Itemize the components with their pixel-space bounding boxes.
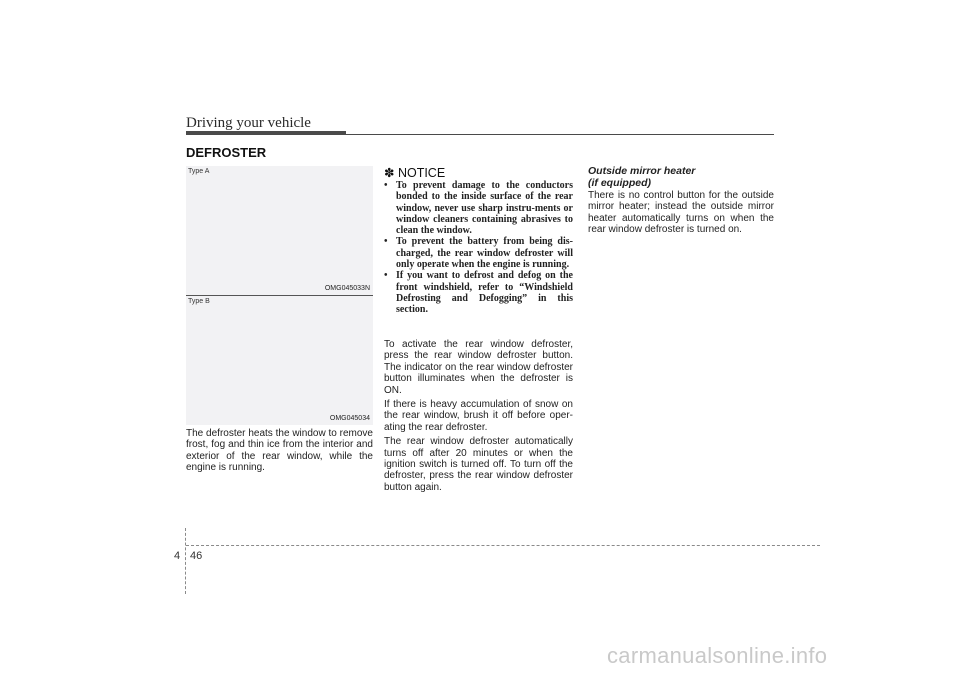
figure-type-a-code: OMG045033N (324, 285, 370, 292)
figure-type-a (186, 166, 373, 295)
bullet-icon: • (384, 180, 388, 191)
bullet-icon: • (384, 270, 388, 282)
header-accent-bar (186, 131, 346, 135)
notice-item (384, 236, 573, 270)
mirror-heater-title-line1: Outside mirror heater (588, 165, 696, 177)
instruction-paragraph: If there is heavy accumulation of snow on the rear window, brush it off before oper-ating the rear defroster. (384, 399, 573, 433)
notice-item (384, 270, 573, 315)
intro-paragraph: The defroster heats the window to remove frost, fog and thin ice from the interior and exterior of the rear window, while the engine is running. (186, 428, 373, 474)
chapter-number: 4 (174, 550, 181, 562)
bullet-icon: • (384, 236, 388, 248)
footer-vertical-rule (185, 528, 186, 594)
mirror-heater-text: There is no control button for the outside mirror heater; instead the outside mirror heater automatically turns on when the rear window defroster is turned on. (588, 190, 774, 236)
notice-item (384, 180, 573, 236)
mirror-heater-title-line2: (if equipped) (588, 177, 651, 189)
notice-title: ✽ NOTICE (384, 166, 446, 180)
figure-type-a-label: Type A (188, 168, 210, 175)
instruction-paragraph: The rear window defroster automatically turns off after 20 minutes or when the ignition switch is turned off. To turn off the defroster, press the rear window defroster button again. (384, 436, 573, 493)
defroster-instructions (384, 339, 573, 496)
notice-item-text: To prevent damage to the conductors bonded to the inside surface of the rear window, never use sharp instru-ments or window cleaners containing abrasives to clean the window. (396, 180, 573, 237)
page-number: 46 (190, 550, 203, 562)
figure-type-b (186, 296, 373, 425)
figure-type-b-label: Type B (188, 298, 210, 305)
header-rule (346, 134, 774, 135)
section-title: DEFROSTER (186, 145, 267, 160)
watermark: carmanualsonline.info (607, 643, 828, 668)
instruction-paragraph: To activate the rear window defroster, press the rear window defroster button. The indicator on the rear window defroster button illuminates when the defroster is ON. (384, 339, 573, 396)
notice-item-text: If you want to defrost and defog on the front windshield, refer to “Windshield Defrosting and Defogging” in this section. (396, 270, 573, 316)
mirror-heater-title (588, 165, 774, 189)
notice-item-text: To prevent the battery from being dis-charged, the rear window defroster will only operate when the engine is running. (396, 236, 573, 271)
footer-rule (186, 545, 820, 546)
notice-list (384, 180, 573, 316)
figure-type-b-code: OMG045034 (329, 415, 370, 422)
page-header-title: Driving your vehicle (186, 115, 311, 131)
